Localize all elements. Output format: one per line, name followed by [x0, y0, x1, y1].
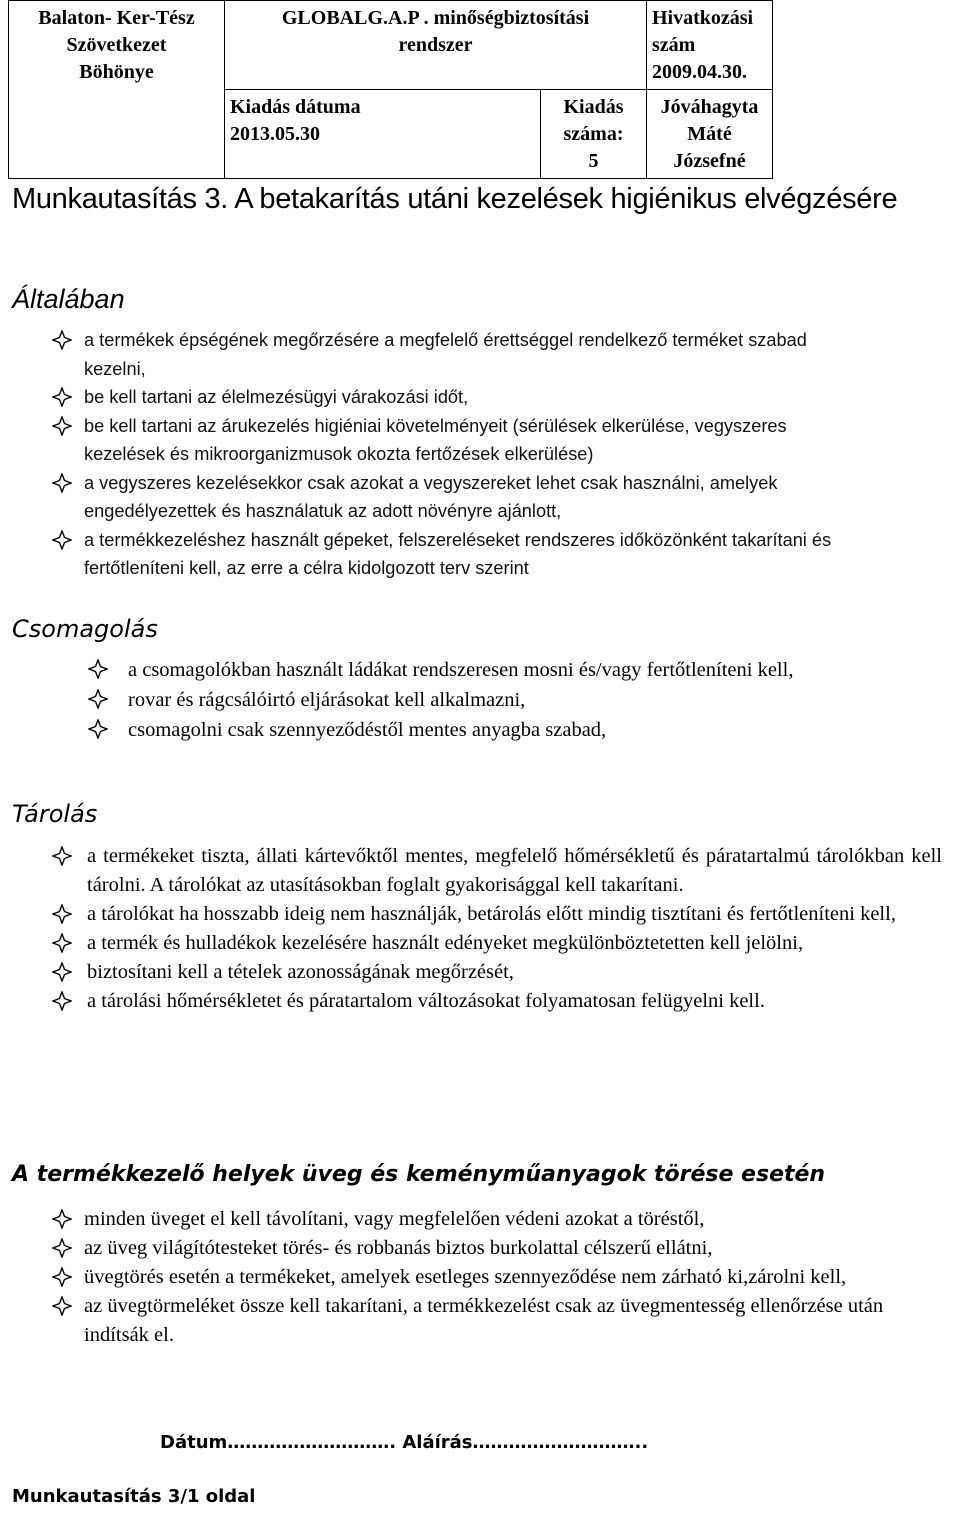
diamond-bullet-icon	[52, 1209, 72, 1229]
section-heading-general: Általában	[12, 284, 125, 314]
diamond-bullet-icon	[52, 991, 72, 1011]
list-item	[52, 1263, 912, 1292]
list-item	[52, 900, 942, 929]
document-header-table	[8, 0, 773, 179]
issue-number-line: Kiadás	[563, 96, 624, 118]
list-item-text: csomagolni csak szennyeződéstől mentes anyagba szabad,	[128, 719, 607, 741]
diamond-bullet-icon	[52, 846, 72, 866]
list-item-text: a termékeket tiszta, állati kártevőktől mentes, megfelelő hőmérsékletű és páratartalmú tárolókban kell tárolni. A tárolókat az utasításokban foglalt gyakorisággal kell takarítani.	[87, 845, 942, 896]
list-item	[52, 469, 852, 526]
approver-name-line: Józsefné	[673, 150, 746, 172]
list-item	[52, 987, 942, 1016]
page-footer: Munkautasítás 3/1 oldal	[12, 1486, 256, 1507]
diamond-bullet-icon	[52, 1267, 72, 1287]
list-item	[88, 655, 808, 685]
issue-date-cell	[225, 90, 541, 179]
reference-cell	[647, 1, 773, 90]
list-item	[52, 326, 852, 383]
diamond-bullet-icon	[52, 933, 72, 953]
diamond-bullet-icon	[88, 719, 108, 739]
list-item	[52, 958, 942, 987]
general-rules-list	[52, 326, 852, 583]
list-item-text: a termékek épségének megőrzésére a megfelelő érettséggel rendelkező terméket szabad kezelni,	[84, 330, 807, 379]
section-heading-glass-breakage: A termékkezelő helyek üveg és keményműanyagok törése esetén	[12, 1162, 826, 1187]
list-item	[52, 526, 852, 583]
list-item-text: rovar és rágcsálóirtó eljárásokat kell alkalmazni,	[128, 689, 526, 711]
list-item-text: a termék és hulladékok kezelésére használt edényeket megkülönböztetetten kell jelölni,	[87, 932, 804, 954]
system-name-line: rendszer	[398, 34, 473, 56]
list-item	[52, 842, 942, 900]
document-title: Munkautasítás 3. A betakarítás utáni kezelések higiénikus elvégzésére	[12, 183, 898, 215]
list-item	[52, 412, 852, 469]
org-name-line: Szövetkezet	[66, 34, 167, 56]
org-name-line: Balaton- Ker-Tész	[38, 7, 195, 29]
list-item	[52, 383, 852, 412]
issue-number-line: száma:	[563, 123, 624, 145]
diamond-bullet-icon	[88, 689, 108, 709]
diamond-bullet-icon	[52, 416, 72, 436]
list-item	[52, 1292, 912, 1350]
diamond-bullet-icon	[52, 1238, 72, 1258]
approver-name-line: Máté	[687, 123, 732, 145]
packaging-rules-list	[88, 655, 808, 745]
issue-number-value: 5	[588, 150, 599, 172]
org-name-line: Böhönye	[79, 61, 154, 83]
reference-value: 2009.04.30.	[652, 61, 747, 83]
list-item	[88, 715, 808, 745]
list-item-text: biztosítani kell a tételek azonosságának megőrzését,	[87, 961, 514, 983]
issue-number-cell	[541, 90, 647, 179]
list-item-text: a csomagolókban használt ládákat rendszeresen mosni és/vagy fertőtleníteni kell,	[128, 659, 794, 681]
list-item-text: be kell tartani az árukezelés higiéniai követelményeit (sérülések elkerülése, vegyszeres kezelések és mikroorganizmusok okozta fertőzések elkerülése)	[84, 415, 787, 464]
diamond-bullet-icon	[52, 330, 72, 350]
glass-breakage-rules-list	[52, 1205, 912, 1350]
list-item-text: a vegyszeres kezelésekkor csak azokat a vegyszereket lehet csak használni, amelyek engedélyezettek és használatuk az adott növényre ajánlott,	[84, 472, 778, 521]
list-item	[88, 685, 808, 715]
section-heading-storage: Tárolás	[12, 800, 98, 828]
system-name-line: GLOBALG.A.P . minőségbiztosítási	[281, 7, 590, 29]
storage-rules-list	[52, 842, 942, 1016]
list-item	[52, 929, 942, 958]
diamond-bullet-icon	[88, 659, 108, 679]
reference-label: Hivatkozási szám	[652, 7, 754, 56]
issue-date-label: Kiadás dátuma	[230, 96, 361, 118]
list-item	[52, 1205, 912, 1234]
diamond-bullet-icon	[52, 473, 72, 493]
issue-date-value: 2013.05.30	[230, 123, 320, 145]
list-item	[52, 1234, 912, 1263]
date-signature-line: Dátum………………………. Aláírás………………………..	[160, 1432, 649, 1453]
list-item-text: be kell tartani az élelmezésügyi várakozási időt,	[84, 387, 469, 407]
approval-label: Jóváhagyta	[660, 96, 759, 118]
list-item-text: az üvegtörmeléket össze kell takarítani, a termékkezelést csak az üvegmentesség ellenőrzése után indítsák el.	[84, 1295, 884, 1346]
list-item-text: a tárolási hőmérsékletet és páratartalom változásokat folyamatosan felügyelni kell.	[87, 990, 765, 1012]
organization-cell	[9, 1, 225, 179]
list-item-text: üvegtörés esetén a termékeket, amelyek esetleges szennyeződése nem zárható ki,zárolni kell,	[84, 1266, 847, 1288]
diamond-bullet-icon	[52, 962, 72, 982]
section-heading-packaging: Csomagolás	[12, 615, 158, 643]
diamond-bullet-icon	[52, 530, 72, 550]
list-item-text: a tárolókat ha hosszabb ideig nem használják, betárolás előtt mindig tisztítani és fertőtleníteni kell,	[87, 903, 896, 925]
list-item-text: a termékkezeléshez használt gépeket, felszereléseket rendszeres időközönként takarítani és fertőtleníteni kell, az erre a célra kidolgozott terv szerint	[84, 529, 832, 578]
approval-cell	[647, 90, 773, 179]
system-name-cell	[225, 1, 647, 90]
list-item-text: minden üveget el kell távolítani, vagy megfelelően védeni azokat a töréstől,	[84, 1208, 705, 1230]
diamond-bullet-icon	[52, 387, 72, 407]
diamond-bullet-icon	[52, 1296, 72, 1316]
diamond-bullet-icon	[52, 904, 72, 924]
list-item-text: az üveg világítótesteket törés- és robbanás biztos burkolattal célszerű ellátni,	[84, 1237, 713, 1259]
